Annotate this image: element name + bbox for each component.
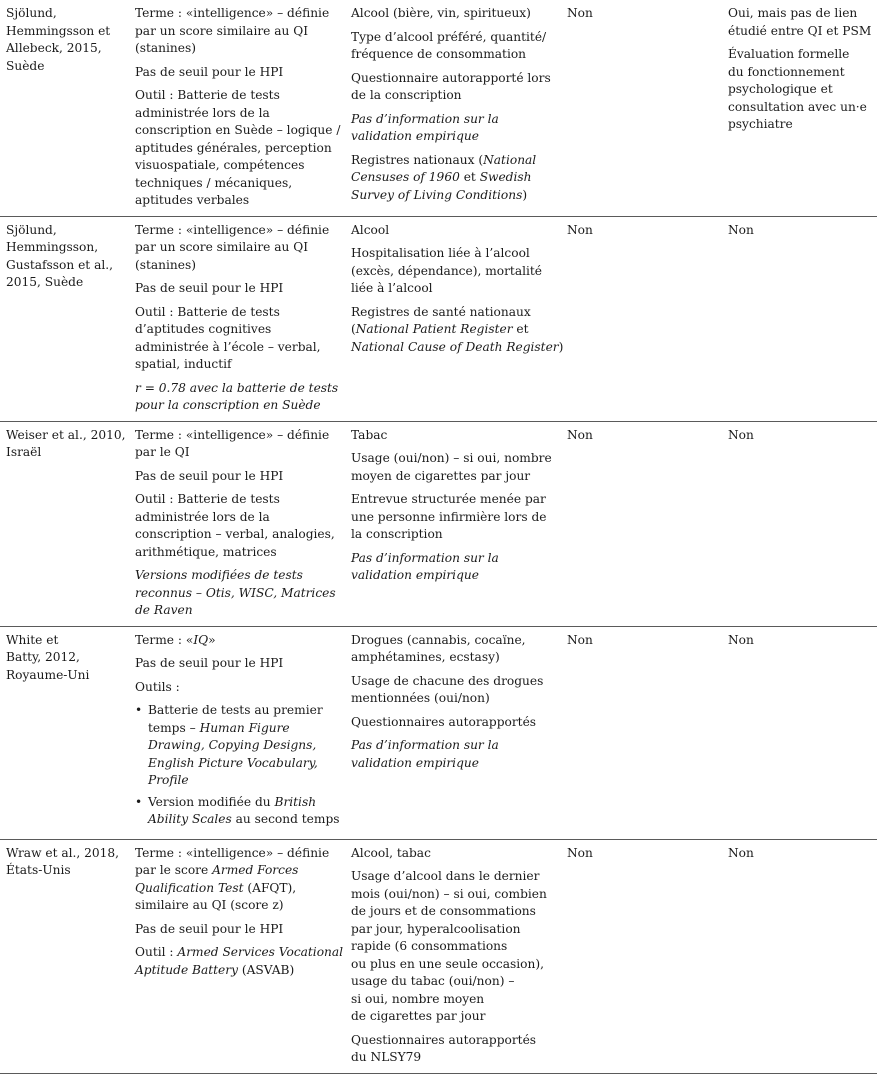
- measure: Usage d’alcool dans le dernier mois (oui/non) – si oui, combien de jours et de consommations par jour, hyperalcoolisation rapide (6 consommations ou plus en une seule occasion), usage du tabac (oui/non) – si oui, nombre moyen de cigarettes par jour: [351, 869, 547, 1023]
- measure: Usage de chacune des drogues mentionnées (oui/non): [351, 673, 544, 705]
- intelligence-cell: [129, 0, 345, 216]
- data-source: Registres nationaux (National Censuses of 1960 et Swedish Survey of Living Conditions): [351, 152, 537, 202]
- intelligence-cell: [129, 216, 345, 421]
- table-row: [0, 0, 877, 216]
- column-4-cell: Non: [561, 626, 722, 839]
- column-4-cell: Non: [561, 216, 722, 421]
- study-cell: Weiser et al., 2010, Israël: [0, 421, 129, 626]
- study-cell: Wraw et al., 2018, États-Unis: [0, 839, 129, 1073]
- term-definition: Terme : «intelligence» – définie par le score Armed Forces Qualification Test (AFQT), similaire au QI (score z): [135, 845, 330, 912]
- column-4-cell: Non: [567, 6, 593, 20]
- table-row: [0, 216, 877, 421]
- hpi-threshold: Pas de seuil pour le HPI: [135, 281, 284, 295]
- study-cell: White et Batty, 2012, Royaume-Uni: [0, 626, 129, 839]
- column-5-cell: Non: [722, 839, 877, 1073]
- measure: Type d’alcool préféré, quantité/ fréquence de consommation: [351, 29, 547, 61]
- column-4-cell: Non: [561, 421, 722, 626]
- study-cell: Sjölund, Hemmingsson et Allebeck, 2015, Suède: [6, 6, 111, 73]
- tools-list: [135, 702, 339, 829]
- table-row: [0, 839, 877, 1073]
- substance-cell: [345, 626, 561, 839]
- table-row: [0, 421, 877, 626]
- hpi-threshold: Pas de seuil pour le HPI: [135, 468, 284, 483]
- substance-cell: [345, 839, 561, 1073]
- tool-description: Outil : Batterie de tests administrée lors de la conscription en Suède – logique / aptitudes générales, perception visuospatiale, compétences techniques / mécaniques, aptitudes verbales: [135, 88, 341, 207]
- column-4-cell: Non: [561, 839, 722, 1073]
- term-definition: Terme : «IQ»: [135, 632, 216, 647]
- substance-type: Alcool: [351, 222, 390, 237]
- intelligence-cell: [129, 626, 345, 839]
- measure: Hospitalisation liée à l’alcool (excès, dépendance), mortalité liée à l’alcool: [351, 246, 543, 295]
- substance-cell: [345, 216, 564, 421]
- measure: Usage (oui/non) – si oui, nombre moyen de cigarettes par jour: [351, 451, 552, 483]
- substance-cell: [345, 421, 561, 626]
- intelligence-cell: [129, 421, 345, 626]
- term-definition: Terme : «intelligence» – définie par un score similaire au QI (stanines): [135, 222, 330, 272]
- method: Questionnaires autorapportés du NLSY79: [351, 1032, 537, 1064]
- hpi-threshold: Pas de seuil pour le HPI: [135, 656, 284, 670]
- data-source: Registres de santé nationaux (National Patient Register et National Cause of Death Register): [351, 304, 564, 354]
- table-row: [0, 626, 877, 839]
- validation-note: Pas d’information sur la validation empirique: [351, 111, 499, 143]
- column-5-cell: Non: [722, 216, 877, 421]
- term-definition: Terme : «intelligence» – définie par un score similaire au QI (stanines): [135, 6, 330, 55]
- tool-description: Outil : Batterie de tests administrée lors de la conscription – verbal, analogies, arithmétique, matrices: [135, 492, 335, 559]
- column-5-cell: Oui, mais pas de lien étudié entre QI et PSM Évaluation formelle du fonctionnement psychologique et consultation avec un·e psychiatre: [728, 6, 872, 131]
- list-item: • Version modifiée du British Ability Scales au second temps: [135, 794, 339, 829]
- substance-type: Alcool, tabac: [351, 845, 431, 860]
- substance-cell: [345, 0, 561, 216]
- substance-type: Alcool (bière, vin, spiritueux): [351, 6, 531, 20]
- correlation-note: r = 0.78 avec la batterie de tests pour la conscription en Suède: [135, 380, 339, 412]
- study-cell: Sjölund, Hemmingsson, Gustafsson et al., 2015, Suède: [0, 216, 129, 421]
- column-5-cell: Non: [722, 421, 877, 626]
- list-item: • Batterie de tests au premier temps – Human Figure Drawing, Copying Designs, English Picture Vocabulary, Profile: [135, 702, 339, 790]
- tool-description: Outil : Armed Services Vocational Aptitude Battery (ASVAB): [135, 945, 344, 977]
- intelligence-cell: [129, 839, 345, 1073]
- method: Questionnaires autorapportés: [351, 714, 537, 729]
- hpi-threshold: Pas de seuil pour le HPI: [135, 64, 284, 79]
- validation-note: Pas d’information sur la validation empirique: [351, 550, 499, 582]
- substance-type: Tabac: [351, 427, 388, 442]
- tool-description: Outil : Batterie de tests d’aptitudes cognitives administrée à l’école – verbal, spatial, inductif: [135, 304, 321, 371]
- method: Entrevue structurée menée par une personne infirmière lors de la conscription: [351, 492, 547, 541]
- tools-label: Outils :: [135, 679, 180, 694]
- substance-type: Drogues (cannabis, cocaïne, amphétamines, ecstasy): [351, 632, 526, 664]
- method: Questionnaire autorapporté lors de la conscription: [351, 70, 551, 102]
- column-5-cell: Non: [722, 626, 877, 839]
- hpi-threshold: Pas de seuil pour le HPI: [135, 921, 284, 936]
- validation-note: Pas d’information sur la validation empirique: [351, 738, 499, 770]
- test-versions-note: Versions modifiées de tests reconnus – Otis, WISC, Matrices de Raven: [135, 568, 336, 617]
- term-definition: Terme : «intelligence» – définie par le QI: [135, 427, 330, 459]
